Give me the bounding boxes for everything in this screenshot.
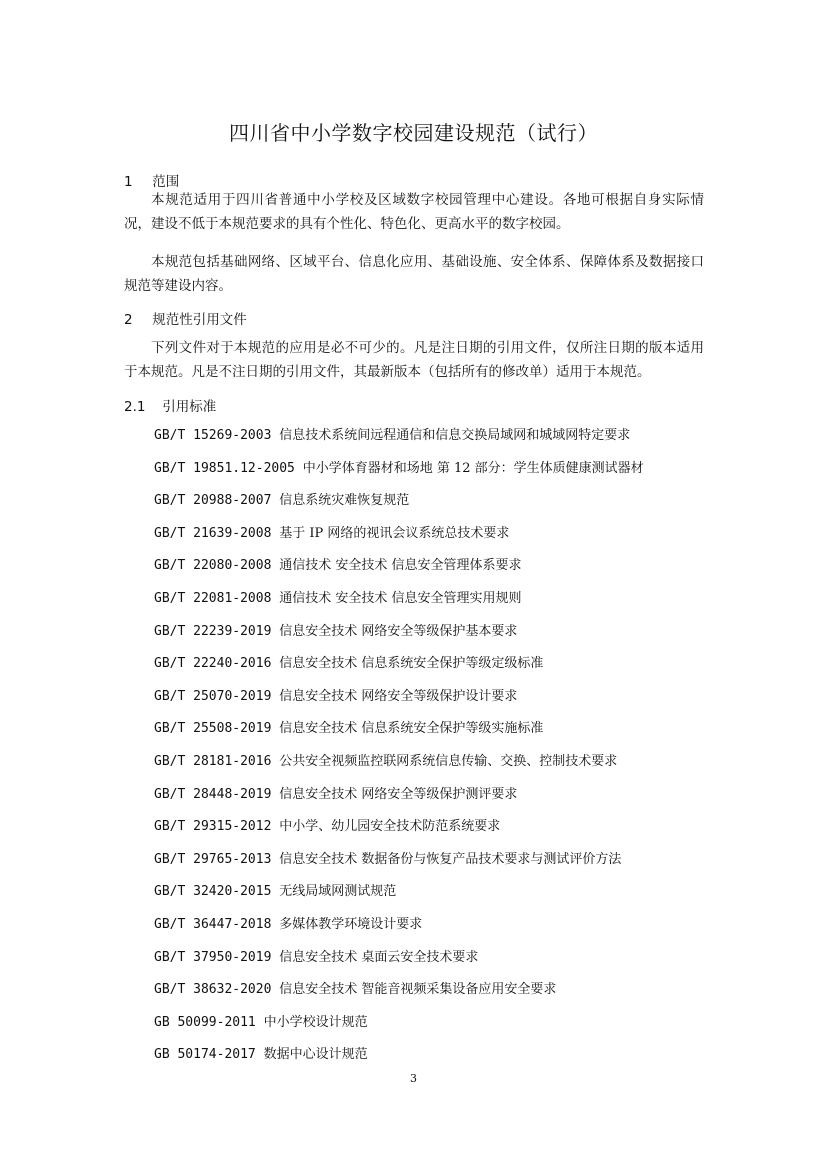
standard-name: 基于 IP 网络的视讯会议系统总技术要求 — [279, 525, 510, 541]
standard-code: GB/T 22240-2016 — [154, 656, 272, 672]
standard-code: GB/T 20988-2007 — [154, 493, 272, 509]
standard-item — [154, 978, 644, 1011]
standard-name: 信息安全技术 信息系统安全保护等级实施标准 — [279, 721, 544, 737]
standard-code: GB/T 25508-2019 — [154, 721, 272, 737]
standard-name: 中小学体育器材和场地 第 12 部分：学生体质健康测试器材 — [302, 460, 644, 476]
standard-item — [154, 587, 644, 620]
document-title: 四川省中小学数字校园建设规范（试行） — [229, 121, 598, 145]
standard-code: GB/T 29765-2013 — [154, 851, 272, 867]
standard-name: 多媒体教学环境设计要求 — [279, 916, 423, 932]
standard-name: 信息安全技术 信息系统安全保护等级定级标准 — [279, 656, 544, 672]
subsection-heading-cited-standards — [124, 395, 216, 415]
standard-name: 信息安全技术 数据备份与恢复产品技术要求与测试评价方法 — [279, 851, 622, 867]
subsection-number: 2.1 — [124, 399, 146, 415]
section-number: 2 — [124, 312, 133, 328]
standard-name: 通信技术 安全技术 信息安全管理实用规则 — [279, 590, 522, 606]
standard-code: GB 50174-2017 — [154, 1047, 256, 1063]
standard-name: 通信技术 安全技术 信息安全管理体系要求 — [279, 558, 522, 574]
standard-name: 数据中心设计规范 — [263, 1047, 368, 1063]
subsection-title: 引用标准 — [162, 399, 217, 415]
standard-code: GB/T 22081-2008 — [154, 590, 272, 606]
standard-item — [154, 1011, 644, 1044]
section-number: 1 — [124, 174, 133, 190]
standard-code: GB/T 22080-2008 — [154, 558, 272, 574]
standard-name: 无线局域网测试规范 — [279, 884, 397, 900]
standard-item — [154, 815, 644, 848]
standard-name: 信息技术系统间远程通信和信息交换局域网和城域网特定要求 — [279, 428, 631, 443]
standard-item — [154, 848, 644, 881]
standard-code: GB/T 29315-2012 — [154, 819, 272, 835]
standard-code: GB/T 15269-2003 — [154, 428, 272, 443]
standard-item — [154, 783, 644, 816]
standard-item — [154, 620, 644, 653]
standard-code: GB/T 19851.12-2005 — [154, 460, 295, 476]
standard-item — [154, 554, 644, 587]
standard-code: GB/T 28448-2019 — [154, 786, 272, 802]
standard-item — [154, 946, 644, 979]
standard-code: GB 50099-2011 — [154, 1014, 256, 1030]
standard-name: 信息安全技术 网络安全等级保护设计要求 — [279, 688, 518, 704]
section-title: 规范性引用文件 — [152, 312, 247, 328]
standard-item — [154, 880, 644, 913]
section-heading-scope — [124, 170, 179, 190]
standard-item — [154, 717, 644, 750]
standard-item — [154, 652, 644, 685]
standard-code: GB/T 38632-2020 — [154, 982, 272, 998]
standard-code: GB/T 22239-2019 — [154, 623, 272, 639]
standard-name: 中小学、幼儿园安全技术防范系统要求 — [279, 819, 501, 835]
standard-item — [154, 685, 644, 718]
standard-code: GB/T 21639-2008 — [154, 525, 272, 541]
scope-paragraph-1: 本规范适用于四川省普通中小学校及区域数字校园管理中心建设。各地可根据自身实际情况，建设不低于本规范要求的具有个性化、特色化、更高水平的数字校园。 — [124, 192, 704, 232]
standard-name: 信息安全技术 智能音视频采集设备应用安全要求 — [279, 982, 557, 998]
standard-name: 中小学校设计规范 — [263, 1014, 368, 1030]
standard-code: GB/T 37950-2019 — [154, 949, 272, 965]
standard-name: 信息系统灾难恢复规范 — [279, 493, 410, 509]
standard-name: 公共安全视频监控联网系统信息传输、交换、控制技术要求 — [279, 753, 618, 769]
standard-name: 信息安全技术 网络安全等级保护测评要求 — [279, 786, 518, 802]
page-number: 3 — [410, 1072, 417, 1085]
standard-code: GB/T 28181-2016 — [154, 753, 272, 769]
references-paragraph: 下列文件对于本规范的应用是必不可少的。凡是注日期的引用文件，仅所注日期的版本适用于本规范。凡是不注日期的引用文件，其最新版本（包括所有的修改单）适用于本规范。 — [124, 340, 704, 380]
standard-code: GB/T 36447-2018 — [154, 916, 272, 932]
standard-item — [154, 424, 644, 457]
scope-paragraph-2: 本规范包括基础网络、区域平台、信息化应用、基础设施、安全体系、保障体系及数据接口规范等建设内容。 — [124, 254, 704, 294]
standard-name: 信息安全技术 网络安全等级保护基本要求 — [279, 623, 518, 639]
standard-name: 信息安全技术 桌面云安全技术要求 — [279, 949, 479, 965]
standard-item — [154, 1043, 644, 1076]
standard-code: GB/T 32420-2015 — [154, 884, 272, 900]
standard-item — [154, 522, 644, 555]
section-title: 范围 — [152, 174, 180, 190]
standard-item — [154, 457, 644, 490]
standard-code: GB/T 25070-2019 — [154, 688, 272, 704]
standard-item — [154, 750, 644, 783]
standards-list — [154, 424, 644, 1076]
section-heading-normative-references — [124, 308, 247, 328]
standard-item — [154, 489, 644, 522]
standard-item — [154, 913, 644, 946]
